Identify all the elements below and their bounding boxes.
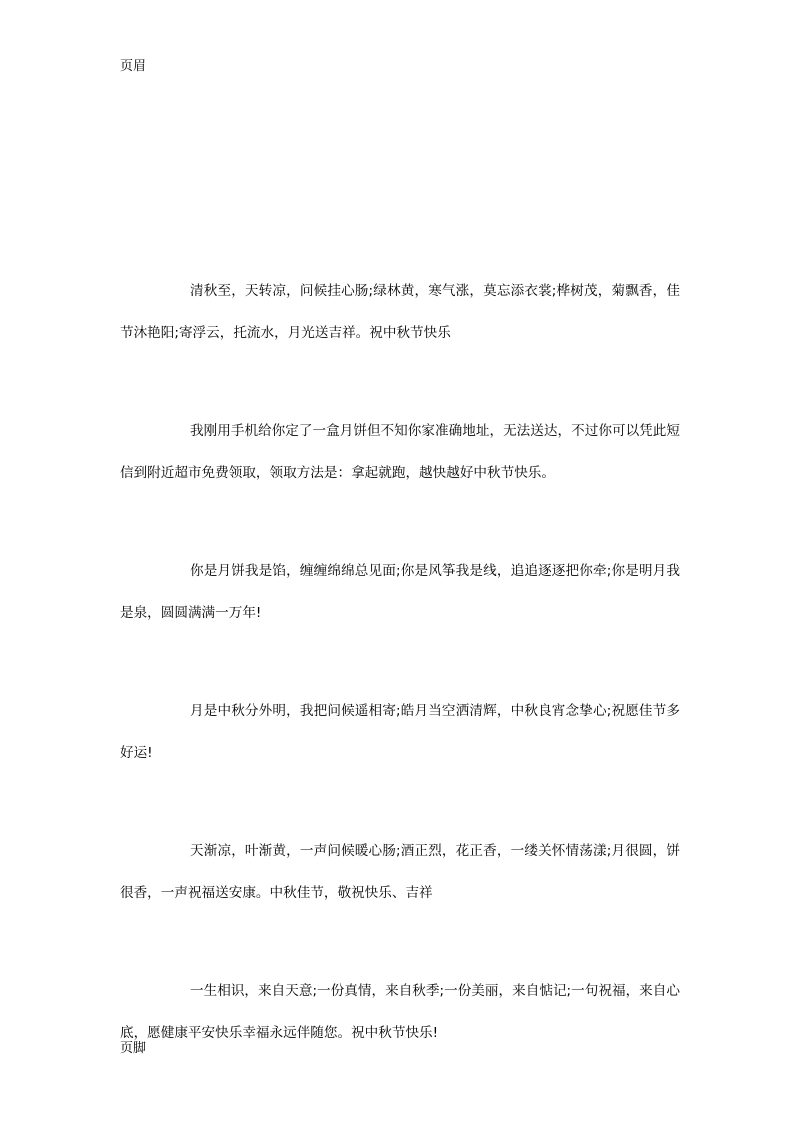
page-header: 页眉 (120, 59, 147, 74)
paragraph: 我刚用手机给你定了一盒月饼但不知你家准确地址，无法送达，不过你可以凭此短信到附近超市免费领取，领取方法是：拿起就跑，越快越好中秋节快乐。 (120, 423, 680, 481)
page-footer: 页脚 (120, 1041, 147, 1056)
paragraph: 你是月饼我是馅，缠缠绵绵总见面;你是风筝我是线，追追逐逐把你牵;你是明月我是泉，圆圆满满一万年! (120, 563, 680, 621)
paragraph: 月是中秋分外明，我把问候遥相寄;皓月当空洒清辉，中秋良宵念挚心;祝愿佳节多好运! (120, 703, 680, 761)
paragraph: 天渐凉，叶渐黄，一声问候暖心肠;酒正烈，花正香，一缕关怀情荡漾;月很圆，饼很香，一声祝福送安康。中秋佳节，敬祝快乐、吉祥 (120, 843, 680, 901)
document-body (120, 270, 680, 1110)
paragraph: 清秋至，天转凉，问候挂心肠;绿林黄，寒气涨，莫忘添衣裳;桦树茂，菊飘香，佳节沐艳阳;寄浮云，托流水，月光送吉祥。祝中秋节快乐 (120, 283, 680, 341)
paragraph: 一生相识，来自天意;一份真情，来自秋季;一份美丽，来自惦记;一句祝福，来自心底，愿健康平安快乐幸福永远伴随您。祝中秋节快乐! (120, 983, 680, 1041)
